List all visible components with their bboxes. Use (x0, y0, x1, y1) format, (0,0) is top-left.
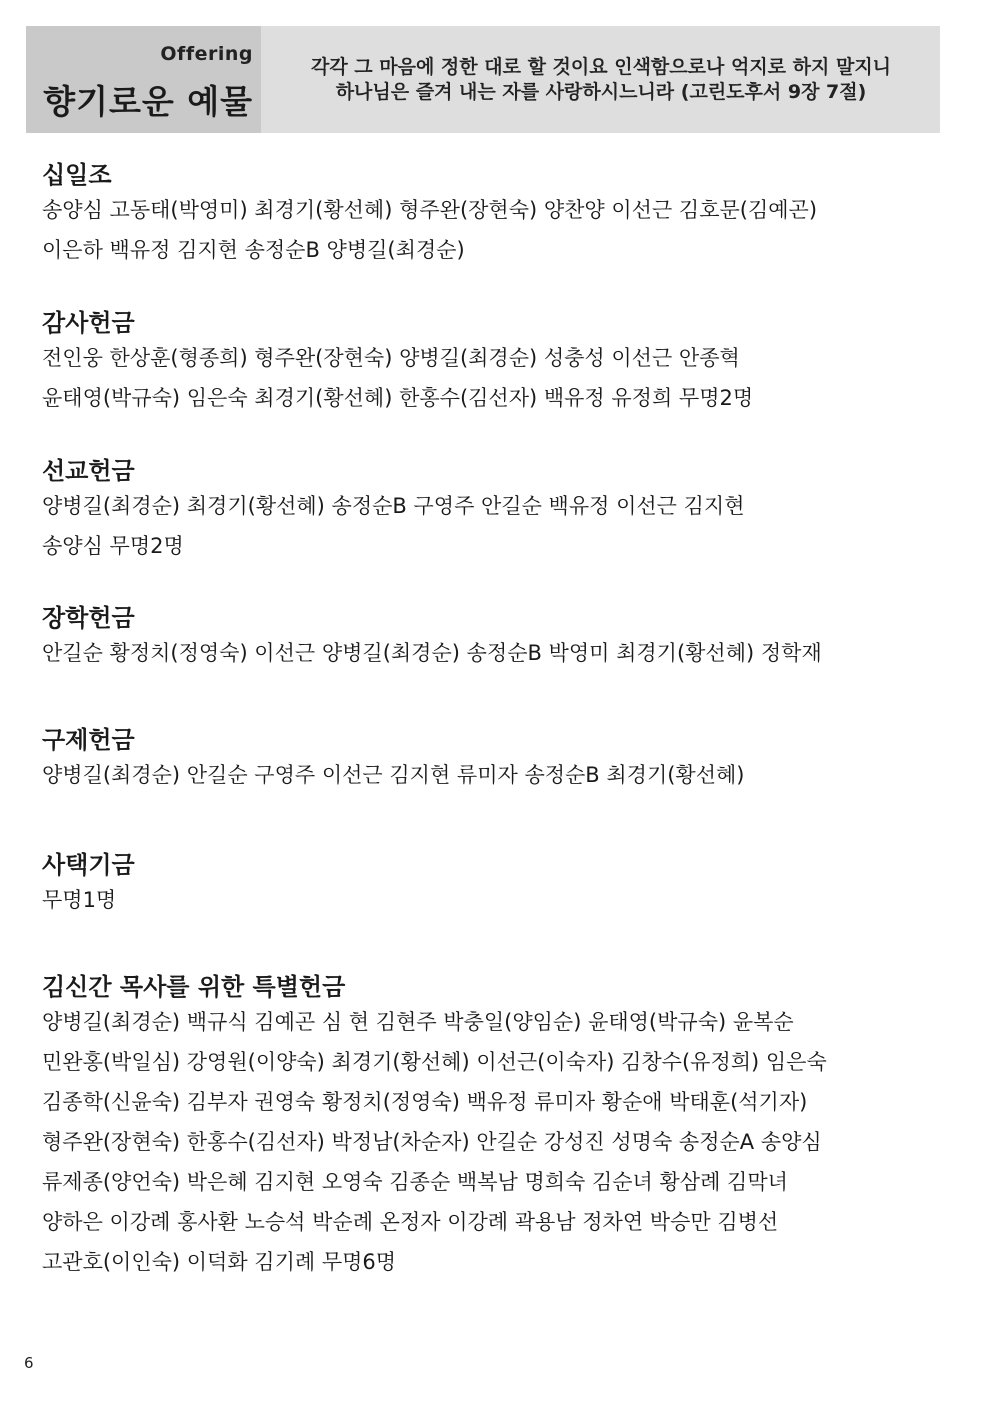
donor-line: 고관호(이인숙) 이덕화 김기례 무명6명 (42, 1250, 397, 1274)
donor-line: 민완홍(박일심) 강영원(이양숙) 최경기(황선혜) 이선근(이숙자) 김창수(유정희) 임은숙 (42, 1050, 827, 1074)
header-title: 향기로운 예물 (43, 82, 253, 121)
section-title: 선교헌금 (42, 457, 135, 485)
donor-line: 양병길(최경순) 안길순 구영주 이선근 김지현 류미자 송정순B 최경기(황선혜) (42, 763, 745, 787)
donor-line: 송양심 무명2명 (42, 534, 184, 558)
section-mission (42, 456, 942, 566)
donor-line: 이은하 백유정 김지현 송정순B 양병길(최경순) (42, 238, 465, 262)
header-subtitle: Offering (160, 43, 253, 65)
section-relief (42, 725, 942, 795)
donor-line: 윤태영(박규숙) 임은숙 최경기(황선혜) 한홍수(김선자) 백유정 유정희 무명2명 (42, 386, 754, 410)
donor-line: 안길순 황정치(정영숙) 이선근 양병길(최경순) 송정순B 박영미 최경기(황선혜) 정학재 (42, 641, 822, 665)
section-tithe (42, 160, 942, 270)
donor-line: 양하은 이강례 홍사환 노승석 박순례 온정자 이강례 곽용남 정차연 박승만 김병선 (42, 1210, 779, 1234)
page-number: 6 (24, 1354, 34, 1372)
donor-line: 양병길(최경순) 백규식 김예곤 심 현 김현주 박충일(양임순) 윤태영(박규숙) 윤복순 (42, 1010, 794, 1034)
section-scholarship (42, 603, 942, 673)
donor-line: 양병길(최경순) 최경기(황선혜) 송정순B 구영주 안길순 백유정 이선근 김지현 (42, 494, 745, 518)
donor-line: 송양심 고동태(박영미) 최경기(황선혜) 형주완(장현숙) 양찬양 이선근 김호문(김예곤) (42, 198, 818, 222)
header-verse (276, 55, 926, 105)
section-title: 김신간 목사를 위한 특별헌금 (42, 973, 346, 1001)
section-parsonage-fund (42, 850, 942, 920)
donor-line: 류제종(양언숙) 박은혜 김지현 오영숙 김종순 백복남 명희숙 김순녀 황삼례 김막녀 (42, 1170, 788, 1194)
donor-line: 김종학(신윤숙) 김부자 권영숙 황정치(정영숙) 백유정 류미자 황순애 박태훈(석기자) (42, 1090, 808, 1114)
donor-line: 무명1명 (42, 888, 117, 912)
verse-line: 각각 그 마음에 정한 대로 할 것이요 인색함으로나 억지로 하지 말지니 (310, 56, 892, 78)
donor-line: 형주완(장현숙) 한홍수(김선자) 박정남(차순자) 안길순 강성진 성명숙 송정순A 송양심 (42, 1130, 822, 1154)
header-title-block (26, 26, 261, 133)
section-title: 구제헌금 (42, 726, 135, 754)
section-special-offering (42, 972, 942, 1282)
section-thanksgiving (42, 308, 942, 418)
section-title: 십일조 (42, 161, 112, 189)
section-title: 감사헌금 (42, 309, 135, 337)
section-title: 장학헌금 (42, 604, 135, 632)
section-title: 사택기금 (42, 851, 135, 879)
verse-line: 하나님은 즐겨 내는 자를 사랑하시느니라 (고린도후서 9장 7절) (335, 81, 867, 103)
donor-line: 전인웅 한상훈(형종희) 형주완(장현숙) 양병길(최경순) 성충성 이선근 안종혁 (42, 346, 740, 370)
page-header (26, 26, 940, 133)
